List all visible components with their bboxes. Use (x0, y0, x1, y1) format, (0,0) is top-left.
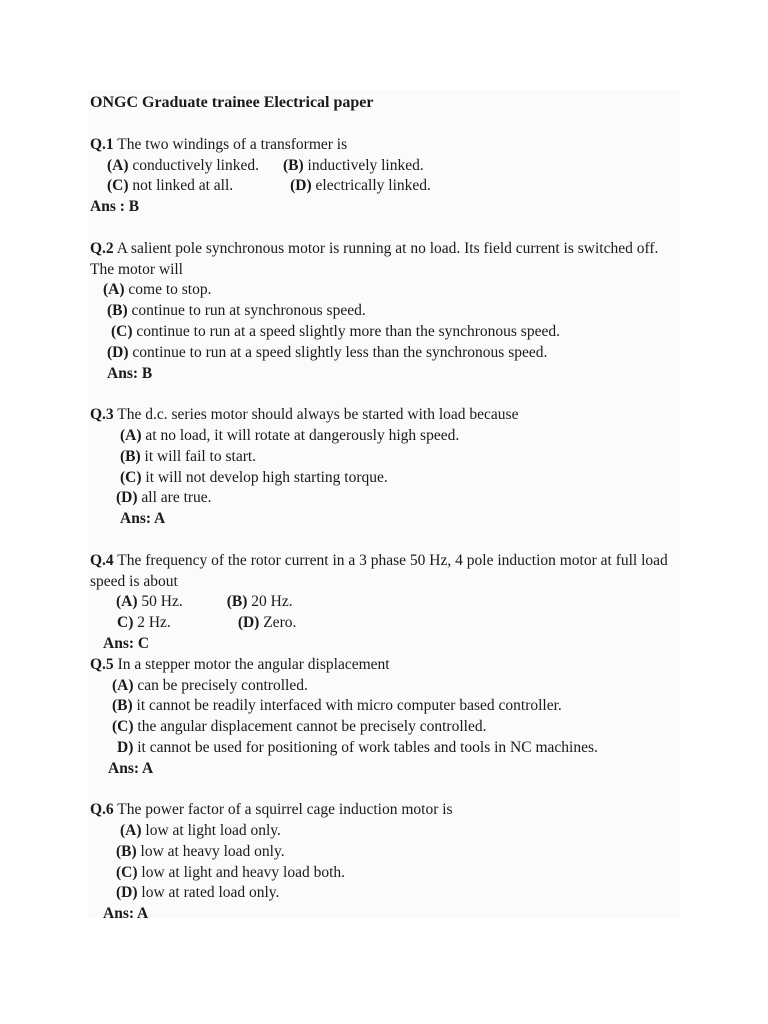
question-1 (90, 135, 680, 218)
option-a-label: (A) (107, 156, 129, 174)
question-number: Q.5 (90, 655, 114, 673)
answer: Ans: B (107, 364, 153, 382)
question-stem (90, 655, 680, 676)
question-5 (90, 655, 680, 780)
option-c: (C) the angular displacement cannot be precisely controlled. (112, 718, 487, 736)
question-text: The power factor of a squirrel cage induction motor is (113, 801, 453, 819)
option-b: (B) low at heavy load only. (116, 842, 285, 860)
option-a-text: conductively linked. (128, 156, 259, 174)
option-b-text: inductively linked. (303, 156, 424, 174)
option-d-text: Zero. (259, 614, 297, 632)
option-row (90, 613, 680, 634)
option-b-text: 20 Hz. (247, 593, 293, 611)
question-4 (90, 551, 680, 655)
option-c-label: (C) (107, 177, 129, 195)
question-number: Q.1 (90, 135, 114, 153)
option-a: (A) can be precisely controlled. (112, 676, 308, 694)
question-number: Q.6 (90, 801, 114, 819)
option-d: (D) continue to run at a speed slightly less than the synchronous speed. (107, 343, 548, 361)
answer: Ans: C (103, 634, 150, 652)
option-a: (A) low at light load only. (120, 822, 281, 840)
document-content (90, 93, 680, 925)
option-row (90, 176, 680, 197)
page-title: ONGC Graduate trainee Electrical paper (90, 94, 374, 111)
option-c: (C) continue to run at a speed slightly more than the synchronous speed. (111, 322, 560, 340)
option-b-label: (B) (282, 156, 304, 174)
option-d-text: electrically linked. (311, 177, 431, 195)
option-d: (D) low at rated load only. (116, 884, 280, 902)
question-text: In a stepper motor the angular displacement (113, 655, 390, 673)
option-b: (B) it cannot be readily interfaced with micro computer based controller. (112, 697, 562, 715)
answer: Ans: A (120, 510, 166, 528)
question-text: The d.c. series motor should always be started with load because (113, 406, 519, 424)
option-b-label: (B) (226, 593, 248, 611)
question-3 (90, 405, 680, 530)
option-c: (C) it will not develop high starting torque. (120, 468, 388, 486)
option-row (90, 592, 680, 613)
question-stem (90, 239, 680, 281)
question-stem (90, 800, 680, 821)
question-text: The two windings of a transformer is (113, 135, 348, 153)
answer: Ans: A (108, 759, 154, 777)
option-a: (A) come to stop. (103, 281, 212, 299)
question-stem (90, 405, 680, 426)
answer: Ans : B (90, 198, 140, 216)
option-d-label: (D) (290, 177, 312, 195)
option-c-text: 2 Hz. (133, 614, 171, 632)
question-number: Q.4 (90, 551, 114, 569)
option-a-text: 50 Hz. (137, 593, 183, 611)
question-stem (90, 135, 680, 156)
option-c-text: not linked at all. (128, 177, 234, 195)
question-6 (90, 800, 680, 925)
question-2 (90, 239, 680, 385)
option-c-label: C) (117, 614, 134, 632)
question-stem (90, 551, 680, 593)
option-row (90, 156, 680, 177)
option-d: (D) all are true. (116, 489, 212, 507)
option-d-label: (D) (237, 614, 260, 632)
answer: Ans: A (103, 905, 149, 923)
option-c: (C) low at light and heavy load both. (116, 863, 346, 881)
option-b: (B) it will fail to start. (120, 447, 257, 465)
question-text: The frequency of the rotor current in a 3 phase 50 Hz, 4 pole induction motor at full load speed is about (90, 551, 668, 590)
question-number: Q.2 (90, 239, 114, 257)
question-text: A salient pole synchronous motor is running at no load. Its field current is switched off. The motor will (90, 239, 659, 278)
option-a-label: (A) (116, 593, 138, 611)
option-b: (B) continue to run at synchronous speed. (107, 302, 366, 320)
option-d: D) it cannot be used for positioning of work tables and tools in NC machines. (117, 738, 598, 756)
option-a: (A) at no load, it will rotate at dangerously high speed. (120, 426, 460, 444)
question-number: Q.3 (90, 406, 114, 424)
